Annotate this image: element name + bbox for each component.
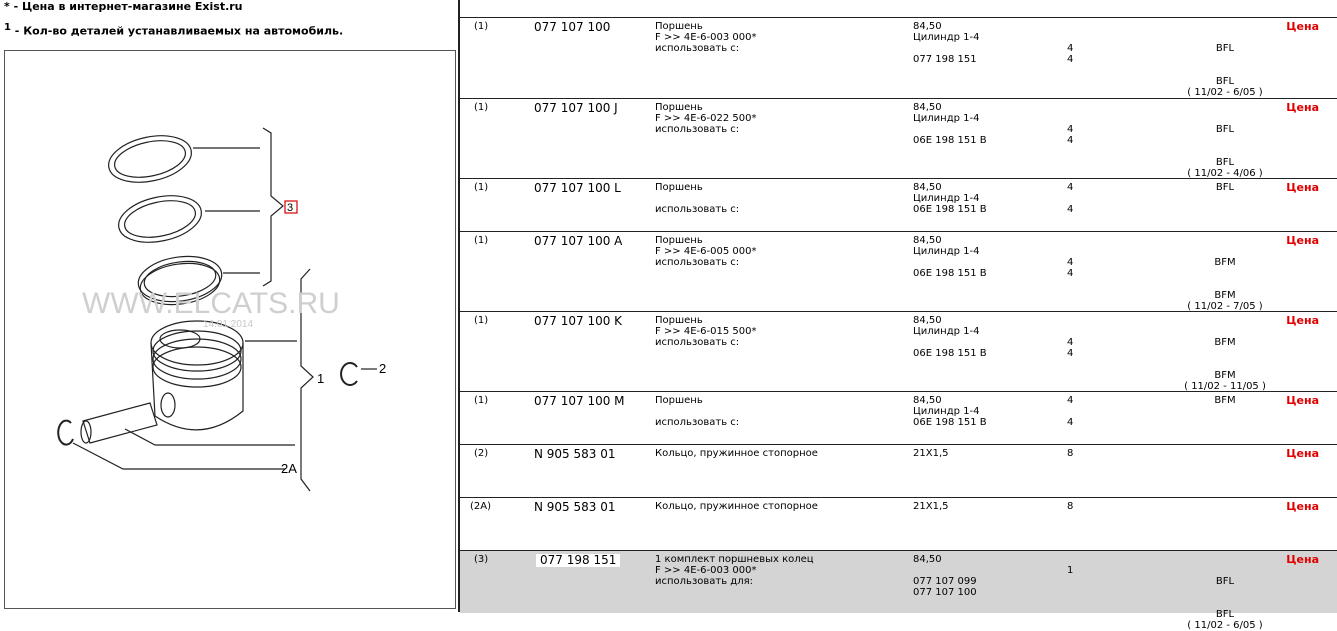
quantity: 8 bbox=[1067, 501, 1074, 512]
quantity: 4 bbox=[1067, 135, 1074, 146]
part-number[interactable]: 077 107 100 L bbox=[534, 181, 621, 195]
part-size: 84,50 bbox=[913, 182, 942, 193]
part-size: 84,50 bbox=[913, 21, 942, 32]
quantity: 4 bbox=[1067, 395, 1074, 406]
piston-ring-1 bbox=[104, 129, 195, 190]
part-description: F >> 4E-6-005 000* bbox=[655, 246, 757, 257]
quantity: 4 bbox=[1067, 43, 1074, 54]
date-range: ( 11/02 - 6/05 ) bbox=[1187, 87, 1263, 98]
date-range: ( 11/02 - 6/05 ) bbox=[1187, 620, 1263, 631]
quantity: 4 bbox=[1067, 204, 1074, 215]
cylinder-note: Цилиндр 1-4 bbox=[913, 32, 980, 43]
part-description: Кольцо, пружинное стопорное bbox=[655, 448, 818, 459]
quantity: 1 bbox=[1067, 565, 1074, 576]
part-description: использовать с: bbox=[655, 124, 740, 135]
quantity: 4 bbox=[1067, 257, 1074, 268]
engine-code: BFM bbox=[1214, 257, 1236, 268]
part-description: Поршень bbox=[655, 315, 703, 326]
table-row[interactable] bbox=[460, 98, 1337, 179]
table-row[interactable] bbox=[460, 178, 1337, 232]
table-row[interactable] bbox=[460, 231, 1337, 312]
part-description: Кольцо, пружинное стопорное bbox=[655, 501, 818, 512]
callout-2a[interactable]: 2A bbox=[281, 461, 297, 476]
compatible-part[interactable]: 06E 198 151 B bbox=[913, 348, 987, 359]
watermark-date: 14.01.2014 bbox=[203, 319, 254, 330]
date-range: ( 11/02 - 4/06 ) bbox=[1187, 168, 1263, 179]
quantity: 4 bbox=[1067, 124, 1074, 135]
circlip-2 bbox=[341, 363, 357, 385]
qty-mark: 1 bbox=[4, 22, 11, 33]
price-link[interactable]: Цена bbox=[1286, 314, 1319, 327]
part-description: использовать с: bbox=[655, 257, 740, 268]
position-label: (1) bbox=[474, 21, 489, 32]
parts-diagram bbox=[4, 50, 456, 609]
legend-qty bbox=[4, 22, 343, 38]
engine-code: BFL bbox=[1215, 124, 1235, 135]
part-description: Поршень bbox=[655, 182, 703, 193]
table-row[interactable] bbox=[460, 311, 1337, 392]
piston-ring-2 bbox=[114, 189, 205, 250]
engine-code: BFL bbox=[1215, 157, 1235, 168]
position-label: (3) bbox=[474, 554, 489, 565]
position-label: (1) bbox=[474, 315, 489, 326]
quantity: 4 bbox=[1067, 417, 1074, 428]
parts-list bbox=[460, 0, 1337, 631]
part-size: 21X1,5 bbox=[913, 501, 949, 512]
callout-3[interactable]: 3 bbox=[287, 202, 294, 214]
part-description: использовать с: bbox=[655, 43, 740, 54]
part-size: 84,50 bbox=[913, 235, 942, 246]
quantity: 4 bbox=[1067, 54, 1074, 65]
engine-code: BFL bbox=[1215, 76, 1235, 87]
part-description: Поршень bbox=[655, 235, 703, 246]
engine-code: BFM bbox=[1214, 370, 1236, 381]
part-description: использовать для: bbox=[655, 576, 753, 587]
part-number[interactable]: 077 107 100 M bbox=[534, 394, 625, 408]
legend-price bbox=[4, 0, 243, 13]
part-size: 84,50 bbox=[913, 395, 942, 406]
position-label: (2) bbox=[474, 448, 489, 459]
part-size: 21X1,5 bbox=[913, 448, 949, 459]
quantity: 4 bbox=[1067, 337, 1074, 348]
callout-2[interactable]: 2 bbox=[379, 361, 387, 376]
part-number[interactable]: N 905 583 01 bbox=[534, 447, 616, 461]
engine-code: BFL bbox=[1215, 43, 1235, 54]
cylinder-note: Цилиндр 1-4 bbox=[913, 406, 980, 417]
compatible-part[interactable]: 077 107 100 bbox=[913, 587, 977, 598]
part-number[interactable]: 077 107 100 K bbox=[534, 314, 623, 328]
table-row[interactable] bbox=[460, 550, 1337, 631]
callout-1[interactable]: 1 bbox=[317, 371, 325, 386]
legend-qty-text: - Кол-во деталей устанавливаемых на автомобиль. bbox=[10, 24, 344, 38]
engine-code: BFL bbox=[1215, 182, 1235, 193]
quantity: 8 bbox=[1067, 448, 1074, 459]
position-label: (1) bbox=[474, 102, 489, 113]
part-size: 84,50 bbox=[913, 102, 942, 113]
compatible-part[interactable]: 06E 198 151 B bbox=[913, 268, 987, 279]
part-number[interactable]: N 905 583 01 bbox=[534, 500, 616, 514]
part-number[interactable]: 077 107 100 J bbox=[534, 101, 618, 115]
engine-code: BFL bbox=[1215, 609, 1235, 620]
date-range: ( 11/02 - 11/05 ) bbox=[1184, 381, 1266, 392]
price-link[interactable]: Цена bbox=[1286, 234, 1319, 247]
compatible-part[interactable]: 077 107 099 bbox=[913, 576, 977, 587]
legend-price-text: - Цена в интернет-магазине Exist.ru bbox=[9, 0, 243, 13]
circlip-2a bbox=[58, 421, 73, 445]
engine-code: BFM bbox=[1214, 337, 1236, 348]
compatible-part[interactable]: 077 198 151 bbox=[913, 54, 977, 65]
price-link[interactable]: Цена bbox=[1286, 101, 1319, 114]
part-description: Поршень bbox=[655, 102, 703, 113]
price-link[interactable]: Цена bbox=[1286, 20, 1319, 33]
part-description: использовать с: bbox=[655, 337, 740, 348]
price-link[interactable]: Цена bbox=[1286, 447, 1319, 460]
part-size: 84,50 bbox=[913, 554, 942, 565]
compatible-part[interactable]: 06E 198 151 B bbox=[913, 204, 987, 215]
position-label: (1) bbox=[474, 235, 489, 246]
part-number[interactable]: 077 198 151 bbox=[536, 554, 620, 567]
part-description: F >> 4E-6-015 500* bbox=[655, 326, 757, 337]
compatible-part[interactable]: 06E 198 151 B bbox=[913, 135, 987, 146]
part-size: 84,50 bbox=[913, 315, 942, 326]
cylinder-note: Цилиндр 1-4 bbox=[913, 326, 980, 337]
part-description: F >> 4E-6-003 000* bbox=[655, 32, 757, 43]
table-row[interactable] bbox=[460, 17, 1337, 99]
quantity: 4 bbox=[1067, 268, 1074, 279]
price-link[interactable]: Цена bbox=[1286, 181, 1319, 194]
table-row[interactable] bbox=[460, 497, 1337, 551]
part-number[interactable]: 077 107 100 A bbox=[534, 234, 623, 248]
table-row[interactable] bbox=[460, 444, 1337, 498]
quantity: 4 bbox=[1067, 182, 1074, 193]
part-description: Поршень bbox=[655, 395, 703, 406]
engine-code: BFM bbox=[1214, 395, 1236, 406]
cylinder-note: Цилиндр 1-4 bbox=[913, 113, 980, 124]
piston-pin bbox=[83, 403, 157, 443]
position-label: (1) bbox=[474, 395, 489, 406]
diagram-drawing bbox=[5, 51, 455, 608]
table-row[interactable] bbox=[460, 391, 1337, 445]
price-link[interactable]: Цена bbox=[1286, 394, 1319, 407]
price-link[interactable]: Цена bbox=[1286, 553, 1319, 566]
part-number[interactable]: 077 107 100 bbox=[534, 20, 611, 34]
part-description: использовать с: bbox=[655, 417, 740, 428]
cylinder-note: Цилиндр 1-4 bbox=[913, 193, 980, 204]
watermark: WWW.ELCATS.RU bbox=[82, 287, 340, 320]
engine-code: BFM bbox=[1214, 290, 1236, 301]
date-range: ( 11/02 - 7/05 ) bbox=[1187, 301, 1263, 312]
part-description: 1 комплект поршневых колец bbox=[655, 554, 814, 565]
compatible-part[interactable]: 06E 198 151 B bbox=[913, 417, 987, 428]
part-description: F >> 4E-6-003 000* bbox=[655, 565, 757, 576]
price-link[interactable]: Цена bbox=[1286, 500, 1319, 513]
position-label: (1) bbox=[474, 182, 489, 193]
cylinder-note: Цилиндр 1-4 bbox=[913, 246, 980, 257]
engine-code: BFL bbox=[1215, 576, 1235, 587]
quantity: 4 bbox=[1067, 348, 1074, 359]
star-mark: * bbox=[4, 0, 10, 13]
part-description: Поршень bbox=[655, 21, 703, 32]
part-description: использовать с: bbox=[655, 204, 740, 215]
position-label: (2A) bbox=[470, 501, 492, 512]
part-description: F >> 4E-6-022 500* bbox=[655, 113, 757, 124]
